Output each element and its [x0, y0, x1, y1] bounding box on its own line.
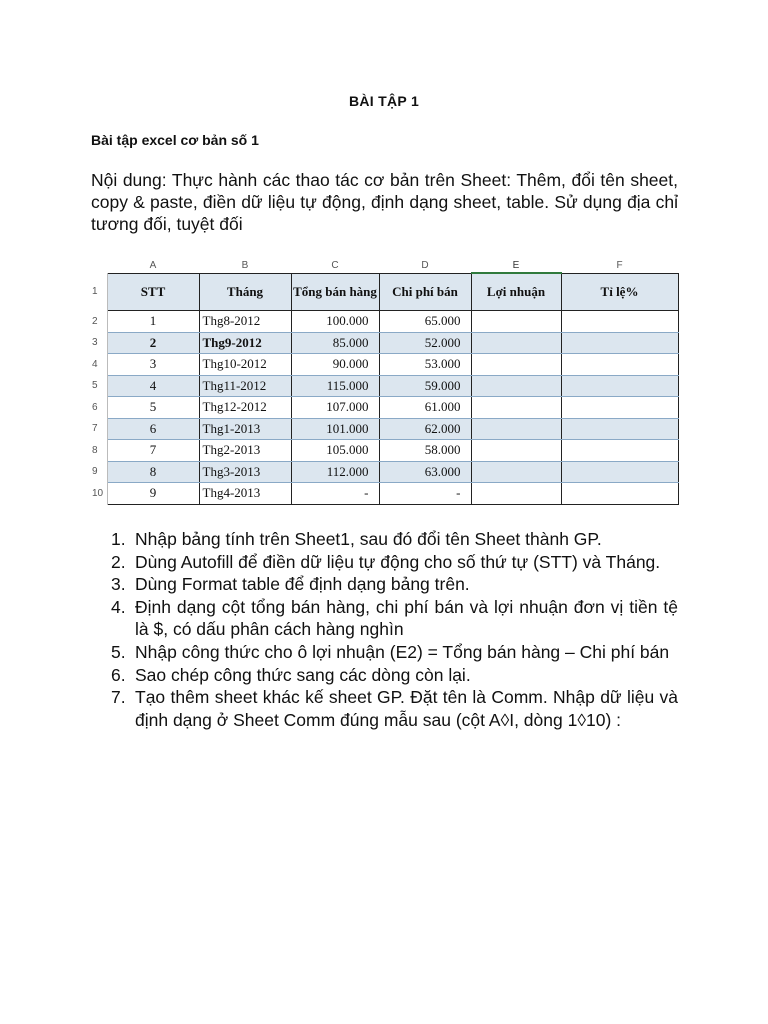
table-cell: 53.000 — [379, 354, 471, 376]
list-item-number: 3. — [111, 574, 126, 595]
document-title: BÀI TẬP 1 — [348, 93, 420, 109]
table-row — [91, 418, 678, 440]
table-cell: 107.000 — [291, 397, 379, 419]
column-letter: A — [107, 258, 199, 273]
table-cell — [561, 311, 678, 333]
list-item-text: Dùng Autofill để điền dữ liệu tự động cho số thứ tự (STT) và Tháng. — [135, 551, 661, 572]
table-row — [91, 354, 678, 376]
row-number: 9 — [91, 461, 107, 483]
table-cell: Thg4-2013 — [199, 483, 291, 505]
table-cell: - — [291, 483, 379, 505]
column-letter-row — [91, 258, 678, 273]
table-cell: 4 — [107, 375, 199, 397]
table-cell: 5 — [107, 397, 199, 419]
list-item-number: 1. — [111, 529, 126, 549]
table-cell: Thg12-2012 — [199, 397, 291, 419]
table-row — [91, 440, 678, 462]
list-item — [111, 686, 678, 731]
table-cell — [561, 375, 678, 397]
table-row — [91, 397, 678, 419]
table-cell: 58.000 — [379, 440, 471, 462]
list-item — [111, 573, 678, 596]
table-cell: 62.000 — [379, 418, 471, 440]
list-item — [111, 664, 678, 687]
table-cell: Thg11-2012 — [199, 375, 291, 397]
table-cell: 90.000 — [291, 354, 379, 376]
table-cell — [471, 461, 561, 483]
table-cell: 105.000 — [291, 440, 379, 462]
column-letter: C — [291, 258, 379, 273]
table-cell: Thg1-2013 — [199, 418, 291, 440]
header-cell: Chi phí bán — [379, 273, 471, 311]
table-cell — [471, 418, 561, 440]
table-cell: 101.000 — [291, 418, 379, 440]
table-cell: Thg2-2013 — [199, 440, 291, 462]
table-cell — [561, 397, 678, 419]
table-cell: Thg3-2013 — [199, 461, 291, 483]
row-number: 1 — [91, 273, 107, 311]
row-number: 5 — [91, 375, 107, 397]
table-cell — [471, 397, 561, 419]
list-item-text: Sao chép công thức sang các dòng còn lại. — [135, 664, 471, 685]
table-cell — [561, 332, 678, 354]
header-cell: Tổng bán hàng — [291, 273, 379, 311]
table-row — [91, 332, 678, 354]
list-item-text: Nhập bảng tính trên Sheet1, sau đó đổi tên Sheet thành GP. — [135, 529, 602, 549]
table-cell: 115.000 — [291, 375, 379, 397]
list-item-text: Tạo thêm sheet khác kế sheet GP. Đặt tên là Comm. Nhập dữ liệu và định dạng ở Sheet Comm đúng mẫu sau (cột A◊I, dòng 1◊10) : — [135, 687, 678, 730]
row-number: 6 — [91, 397, 107, 419]
table-cell — [561, 418, 678, 440]
table-cell: Thg8-2012 — [199, 311, 291, 333]
list-item-text: Dùng Format table để định dạng bảng trên. — [135, 574, 470, 595]
table-cell: 61.000 — [379, 397, 471, 419]
row-number: 3 — [91, 332, 107, 354]
column-letter: D — [379, 258, 471, 273]
row-number: 8 — [91, 440, 107, 462]
table-cell: 112.000 — [291, 461, 379, 483]
table-cell — [561, 354, 678, 376]
list-item-number: 5. — [111, 641, 126, 662]
document-subtitle: Bài tập excel cơ bản số 1 — [91, 132, 259, 148]
table-row — [91, 461, 678, 483]
list-item-text: Nhập công thức cho ô lợi nhuận (E2) = Tổng bán hàng – Chi phí bán — [135, 641, 670, 662]
table-cell — [561, 483, 678, 505]
column-letter: E — [471, 258, 561, 273]
row-number: 2 — [91, 311, 107, 333]
table-cell: 8 — [107, 461, 199, 483]
table-cell — [471, 375, 561, 397]
list-item — [111, 551, 678, 574]
corner-cell — [91, 258, 107, 273]
header-cell: Tháng — [199, 273, 291, 311]
table-row — [91, 311, 678, 333]
table-cell — [471, 311, 561, 333]
column-letter: B — [199, 258, 291, 273]
row-number: 10 — [91, 483, 107, 505]
list-item-number: 7. — [111, 687, 126, 708]
table-cell: 9 — [107, 483, 199, 505]
table-cell: Thg10-2012 — [199, 354, 291, 376]
table-cell — [471, 440, 561, 462]
list-item — [111, 596, 678, 641]
spreadsheet-screenshot — [91, 258, 678, 508]
table-cell — [471, 332, 561, 354]
table-cell — [471, 354, 561, 376]
table-cell: 6 — [107, 418, 199, 440]
header-cell: Tỉ lệ% — [561, 273, 678, 311]
table-cell: 3 — [107, 354, 199, 376]
task-list — [111, 528, 678, 731]
table-cell: 7 — [107, 440, 199, 462]
table-cell: 52.000 — [379, 332, 471, 354]
table-cell: Thg9-2012 — [199, 332, 291, 354]
header-cell: STT — [107, 273, 199, 311]
table-cell: 65.000 — [379, 311, 471, 333]
table-cell: 2 — [107, 332, 199, 354]
table-cell: 1 — [107, 311, 199, 333]
list-item — [111, 641, 678, 664]
table-cell: 59.000 — [379, 375, 471, 397]
table-cell: 85.000 — [291, 332, 379, 354]
table-cell: 100.000 — [291, 311, 379, 333]
row-number: 7 — [91, 418, 107, 440]
table-cell — [561, 461, 678, 483]
content-paragraph: Nội dung: Thực hành các thao tác cơ bản trên Sheet: Thêm, đổi tên sheet, copy & paste, điền dữ liệu tự động, định dạng sheet, table. Sử dụng địa chỉ tương đối, tuyệt đối — [91, 170, 678, 234]
header-cell: Lợi nhuận — [471, 273, 561, 311]
column-letter: F — [561, 258, 678, 273]
table-row — [91, 483, 678, 505]
list-item-number: 4. — [111, 596, 126, 617]
header-row — [91, 273, 678, 311]
list-item — [111, 528, 678, 551]
list-item-text: Định dạng cột tổng bán hàng, chi phí bán và lợi nhuận đơn vị tiền tệ là $, có dấu phân cách hàng nghìn — [135, 596, 678, 640]
table-cell — [471, 483, 561, 505]
table-cell: - — [379, 483, 471, 505]
table-cell: 63.000 — [379, 461, 471, 483]
table-row — [91, 375, 678, 397]
table-cell — [561, 440, 678, 462]
row-number: 4 — [91, 354, 107, 376]
list-item-number: 6. — [111, 664, 126, 685]
list-item-number: 2. — [111, 551, 126, 572]
